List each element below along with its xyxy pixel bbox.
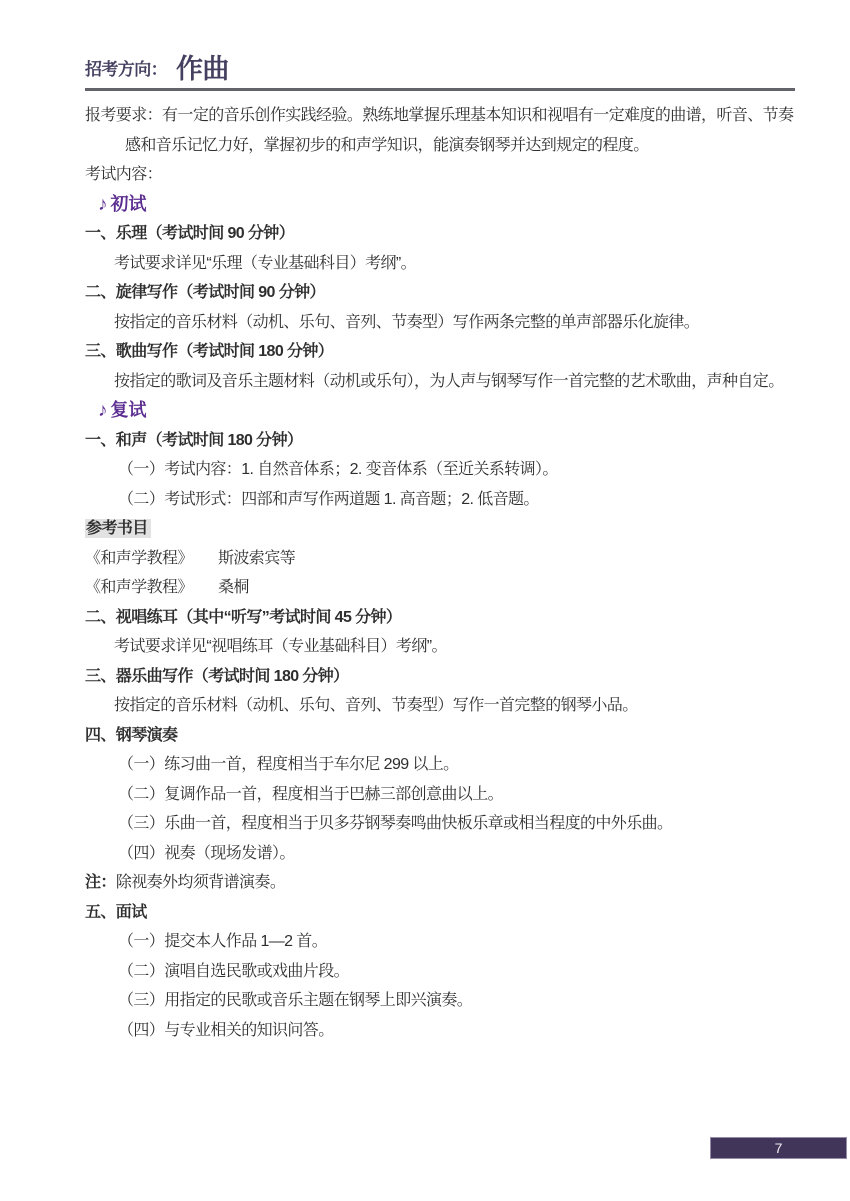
page-number-badge: 7 [710, 1137, 847, 1159]
item-title: 二、视唱练耳（其中“听写”考试时间 45 分钟） [85, 608, 402, 626]
book-title: 《和声学教程》 [85, 549, 193, 567]
music-note-icon: ♪ [98, 400, 108, 421]
book-author: 斯波索宾等 [218, 549, 296, 567]
book-title: 《和声学教程》 [85, 579, 193, 596]
item-detail: 按指定的歌词及音乐主题材料（动机或乐句），为人声与钢琴写作一首完整的艺术歌曲，声种自定。 [114, 372, 784, 390]
item-detail: 按指定的音乐材料（动机、乐句、音列、节奏型）写作一首完整的钢琴小品。 [114, 697, 638, 714]
item-sub-detail: （三）用指定的民歌或音乐主题在钢琴上即兴演奏。 [118, 992, 473, 1009]
item-sub-detail: （一）考试内容：1. 自然音体系；2. 变音体系（至近关系转调）。 [118, 461, 558, 478]
page-title: 作曲 [176, 54, 229, 84]
note-row [85, 868, 795, 898]
reference-book-row [85, 544, 795, 574]
item-title: 一、和声（考试时间 180 分钟） [85, 431, 303, 449]
requirements-text: 有一定的音乐创作实践经验。熟练地掌握乐理基本知识和视唱有一定难度的曲谱，听音、节奏感和音乐记忆力好，掌握初步的和声学知识，能演奏钢琴并达到规定的程度。 [125, 107, 794, 154]
item-title: 三、歌曲写作（考试时间 180 分钟） [85, 343, 334, 360]
item-title: 五、面试 [85, 903, 147, 921]
item-sub-detail: （二）考试形式：四部和声写作两道题 1. 高音题；2. 低音题。 [118, 490, 539, 508]
direction-label: 招考方向： [85, 59, 167, 79]
item-sub-detail: （二）演唱自选民歌或戏曲片段。 [118, 962, 350, 980]
music-note-icon: ♪ [98, 193, 108, 215]
reference-book-row [85, 573, 795, 603]
round-name: 初试 [110, 193, 147, 214]
round-name: 复试 [110, 400, 147, 420]
round-header-second [98, 396, 795, 426]
doc-header [85, 56, 795, 91]
item-detail: 按指定的音乐材料（动机、乐句、音列、节奏型）写作两条完整的单声部器乐化旋律。 [114, 313, 700, 331]
item-title: 三、器乐曲写作（考试时间 180 分钟） [85, 667, 349, 685]
item-detail: 考试要求详见“视唱练耳（专业基础科目）考纲”。 [114, 638, 447, 655]
exam-content-label: 考试内容： [85, 166, 163, 183]
item-detail: 考试要求详见“乐理（专业基础科目）考纲”。 [114, 254, 417, 272]
item-sub-detail: （一）练习曲一首，程度相当于车尔尼 299 以上。 [118, 756, 459, 773]
requirements-label: 报考要求： [85, 107, 163, 124]
reference-books-heading: 参考书目 [85, 514, 795, 544]
round-header-first [98, 190, 795, 220]
item-title: 二、旋律写作（考试时间 90 分钟） [85, 284, 325, 301]
note-label: 注： [85, 874, 116, 891]
item-title: 一、乐理（考试时间 90 分钟） [85, 225, 295, 242]
item-title: 四、钢琴演奏 [85, 726, 178, 744]
item-sub-detail: （二）复调作品一首，程度相当于巴赫三部创意曲以上。 [118, 785, 504, 803]
item-sub-detail: （三）乐曲一首，程度相当于贝多芬钢琴奏鸣曲快板乐章或相当程度的中外乐曲。 [118, 815, 673, 832]
item-sub-detail: （四）与专业相关的知识问答。 [118, 1021, 334, 1039]
item-sub-detail: （一）提交本人作品 1—2 首。 [118, 933, 328, 950]
note-text: 除视奏外均须背谱演奏。 [115, 874, 286, 891]
application-requirements [85, 101, 795, 160]
item-sub-detail: （四）视奏（现场发谱）。 [118, 844, 295, 862]
book-author: 桑桐 [218, 579, 249, 596]
